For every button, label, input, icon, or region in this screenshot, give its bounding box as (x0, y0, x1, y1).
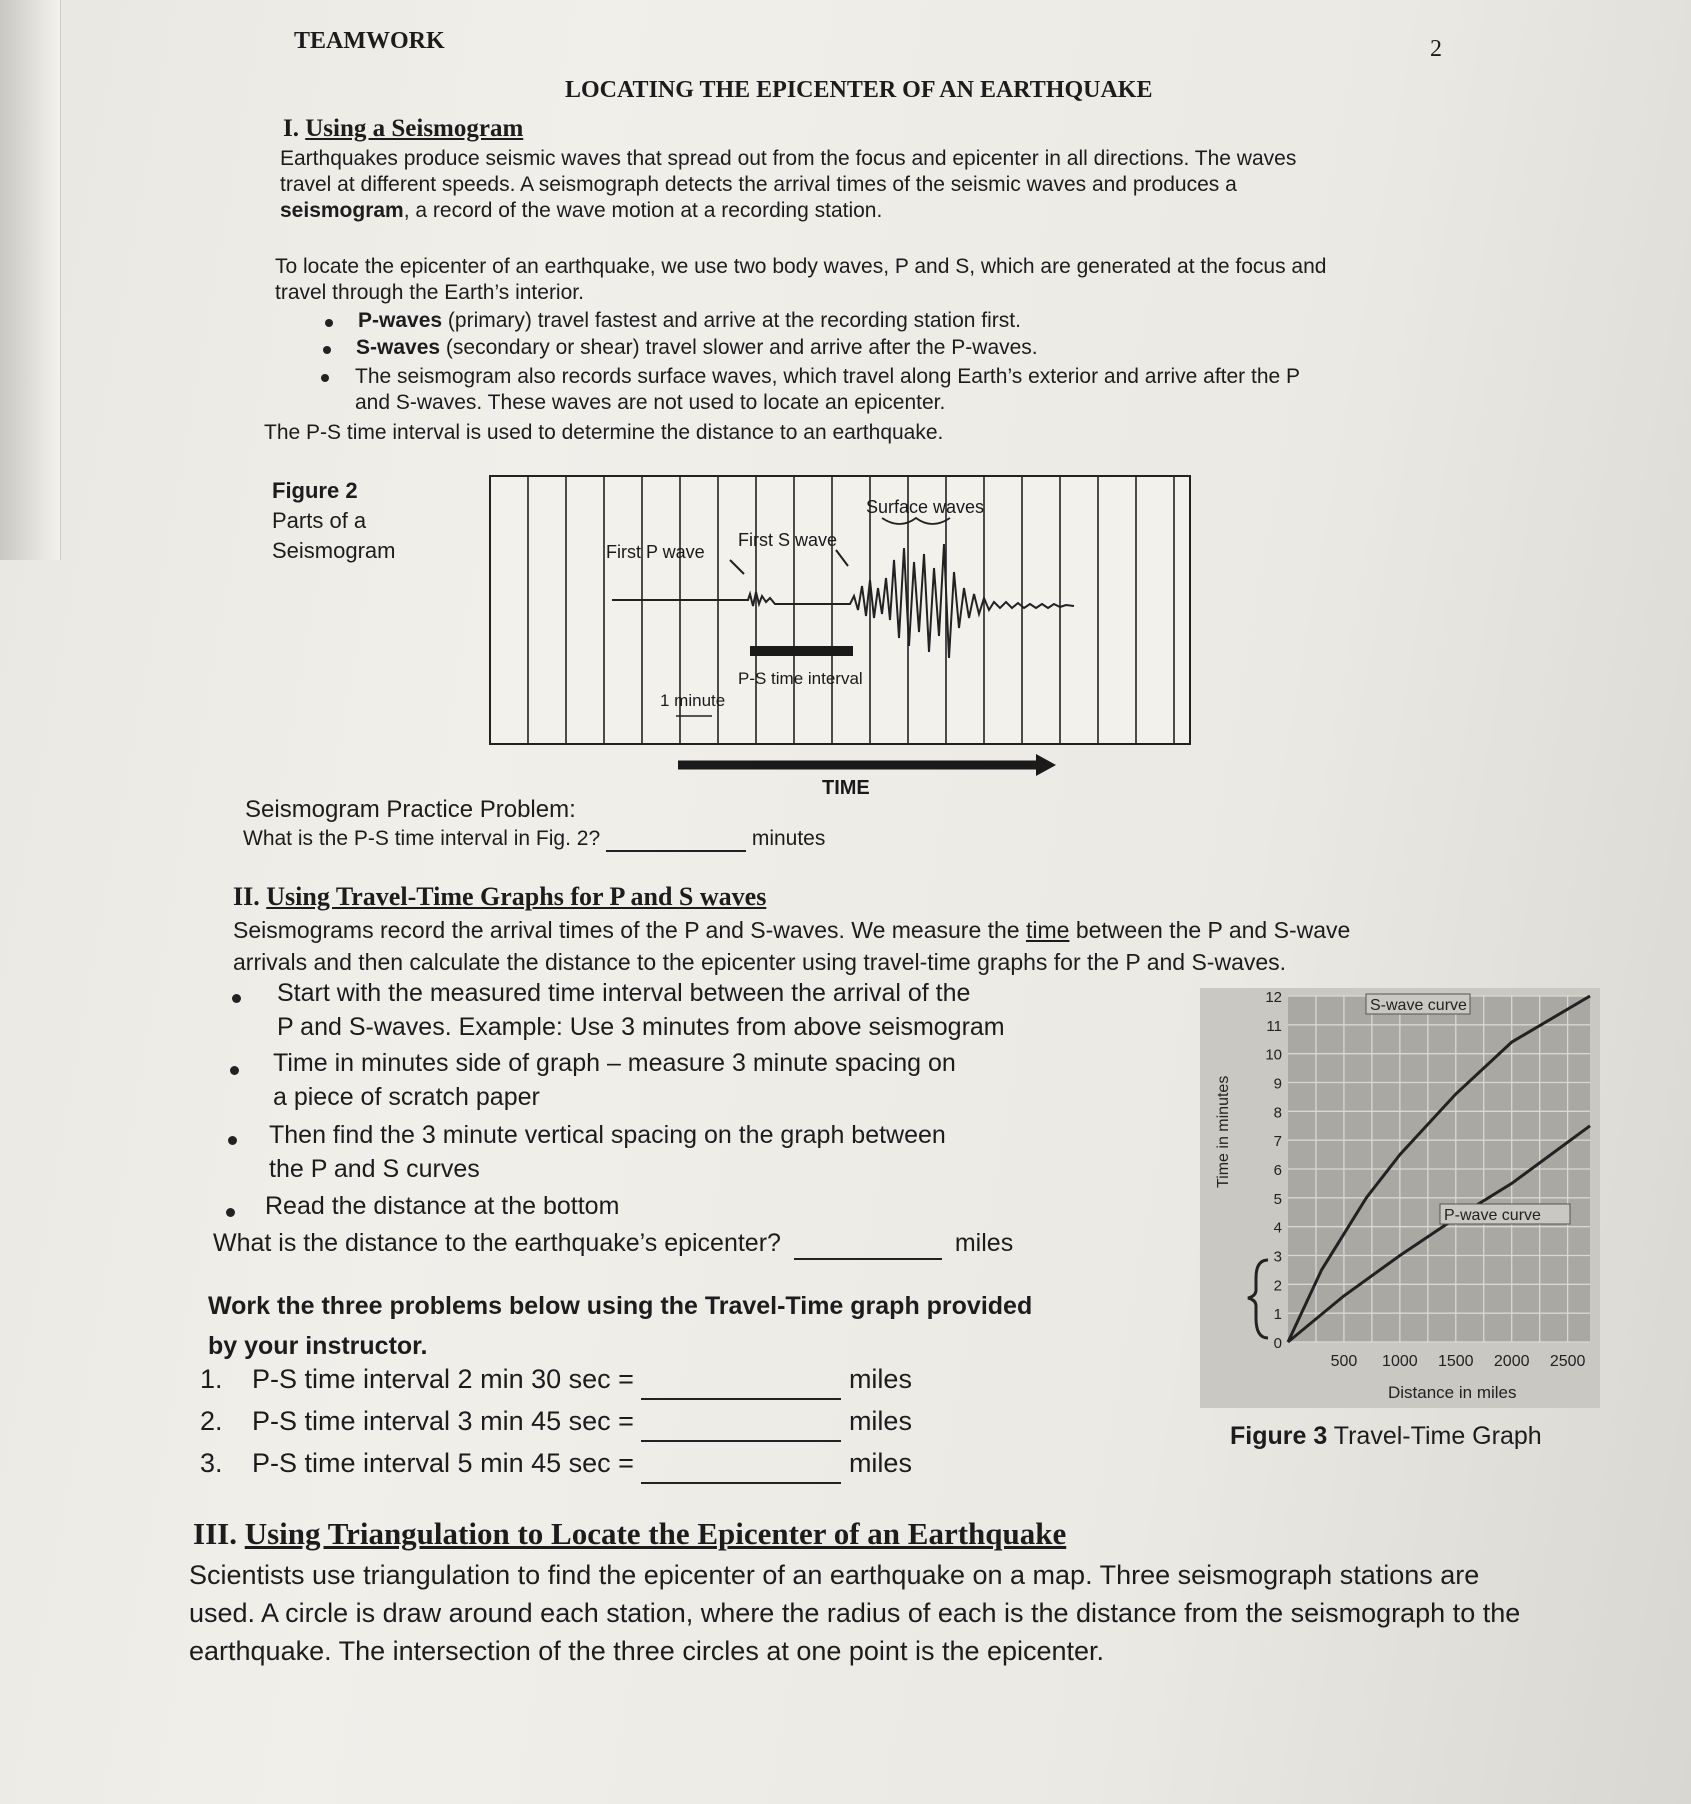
problem-1-unit: miles (848, 1364, 912, 1394)
figure3-caption-text: Travel-Time Graph (1327, 1422, 1542, 1450)
figure2-label (272, 476, 395, 566)
section3-line1: Scientists use triangulation to find the epicenter of an earthquake on a map. Three seismograph stations are (189, 1560, 1480, 1590)
para1-line2: travel at different speeds. A seismograph detects the arrival times of the seismic waves and produces a (280, 173, 1237, 196)
y-tick-label: 7 (1273, 1133, 1282, 1151)
y-tick-label: 10 (1265, 1046, 1282, 1064)
problem-1 (200, 1358, 912, 1400)
bullet-dot (232, 994, 241, 1003)
problem-3 (200, 1442, 912, 1484)
section2-para-time: time (1025, 917, 1070, 943)
page-number: 2 (1430, 36, 1442, 62)
distance-question: What is the distance to the earthquake’s epicenter? (213, 1229, 781, 1257)
x-tick-label: 1500 (1437, 1353, 1474, 1370)
bullet-pwaves (358, 308, 1021, 334)
y-tick-label: 4 (1273, 1219, 1282, 1237)
pwaves-text: (primary) travel fastest and arrive at the recording station first. (442, 309, 1021, 332)
section1-number: I. (283, 115, 299, 142)
p-wave-curve-label: P-wave curve (1444, 1207, 1541, 1224)
problem-2-text: P-S time interval 3 min 45 sec = (252, 1406, 634, 1436)
ps-sentence: The P-S time interval is used to determine the distance to an earthquake. (264, 421, 944, 444)
bullet-dot (230, 1066, 239, 1075)
work-line2: by your instructor. (208, 1332, 428, 1360)
section2-para-a: Seismograms record the arrival times of the P and S-waves. We measure the (233, 917, 1026, 943)
swaves-term: S-waves (356, 336, 441, 359)
section2-heading (233, 882, 766, 912)
travel-time-graph (1200, 988, 1600, 1428)
section1-title: Using a Seismogram (305, 115, 524, 142)
problem-1-blank[interactable] (641, 1376, 841, 1400)
section2-para (233, 914, 1350, 978)
para1-line3-rest: , a record of the wave motion at a recording station. (403, 199, 883, 222)
y-tick-label: 3 (1273, 1248, 1282, 1266)
swaves-text: (secondary or shear) travel slower and arrive after the P-waves. (440, 336, 1038, 359)
y-tick-label: 0 (1273, 1335, 1282, 1352)
bullet-dot (228, 1136, 237, 1145)
section1-para1 (280, 146, 1296, 224)
bullet-dot (321, 374, 329, 382)
s-wave-curve-label: S-wave curve (1370, 997, 1467, 1014)
section2-bullet-2-line2: a piece of scratch paper (273, 1083, 540, 1111)
time-label: TIME (822, 777, 870, 798)
pwaves-term: P-waves (358, 309, 443, 332)
first-p-wave-label: First P wave (606, 542, 705, 562)
surface-text-line2: and S-waves. These waves are not used to locate an epicenter. (355, 391, 946, 414)
y-tick-label: 5 (1273, 1190, 1282, 1208)
section1-para2 (275, 254, 1326, 306)
figure2-label-line3: Seismogram (272, 538, 396, 563)
header-teamwork: TEAMWORK (294, 28, 445, 54)
problem-2-blank[interactable] (641, 1418, 841, 1442)
distance-unit: miles (954, 1229, 1014, 1257)
practice-heading: Seismogram Practice Problem: (245, 796, 576, 823)
problem-1-text: P-S time interval 2 min 30 sec = (252, 1364, 634, 1394)
x-tick-label: 2500 (1549, 1353, 1586, 1370)
section2-title: Using Travel-Time Graphs for P and S waves (266, 882, 767, 911)
y-tick-label: 2 (1273, 1277, 1282, 1295)
section2-number: II. (233, 882, 260, 911)
bullet-dot (323, 346, 331, 354)
section2-bullet-4: Read the distance at the bottom (265, 1192, 620, 1220)
x-tick-label: 2000 (1493, 1353, 1530, 1370)
section3-title: Using Triangulation to Locate the Epicenter of an Earthquake (244, 1516, 1067, 1551)
section2-bullet-2-line1: Time in minutes side of graph – measure 3 minute spacing on (273, 1049, 956, 1077)
figure2-label-line2: Parts of a (272, 508, 367, 533)
section2-para-line2: arrivals and then calculate the distance to the epicenter using travel-time graphs for the P and S-waves. (233, 949, 1287, 975)
figure2-number: Figure 2 (272, 478, 358, 503)
x-tick-label: 1000 (1382, 1353, 1418, 1370)
figure3-caption (1230, 1422, 1542, 1451)
practice-answer-blank[interactable] (606, 828, 746, 852)
ps-interval-bar (750, 646, 853, 656)
surface-waves-label: Surface waves (866, 497, 985, 517)
section2-para-line1 (233, 914, 1350, 946)
y-tick-label: 1 (1273, 1306, 1282, 1324)
para2-line2: travel through the Earth’s interior. (275, 281, 584, 304)
para1-line3 (280, 198, 1296, 224)
y-tick-label: 9 (1273, 1075, 1282, 1093)
section3-para (189, 1556, 1520, 1670)
distance-answer-blank[interactable] (794, 1236, 942, 1260)
section3-line2: used. A circle is draw around each station, where the radius of each is the distance from the seismograph to the (189, 1598, 1521, 1628)
section1-heading (283, 115, 523, 143)
problem-3-number: 3. (200, 1448, 223, 1478)
graph-x-label: Distance in miles (1388, 1383, 1517, 1402)
bullet-swaves (356, 335, 1038, 361)
section2-bullet-2 (273, 1046, 956, 1114)
surface-text-line1: The seismogram also records surface waves, which travel along Earth’s exterior and arrive after the P (355, 365, 1301, 388)
section2-bullet-1-line1: Start with the measured time interval between the arrival of the (277, 979, 971, 1007)
work-line1: Work the three problems below using the Travel-Time graph provided (208, 1292, 1033, 1320)
problem-3-unit: miles (848, 1448, 912, 1478)
graph-y-label: Time in minutes (1215, 1075, 1232, 1188)
section2-bullet-3-line2: the P and S curves (269, 1155, 480, 1183)
y-tick-label: 8 (1273, 1104, 1282, 1122)
section3-heading (193, 1516, 1066, 1552)
problem-2-number: 2. (200, 1406, 223, 1436)
work-instructions (208, 1286, 1032, 1366)
problem-1-number: 1. (200, 1364, 223, 1394)
section3-number: III. (193, 1516, 237, 1551)
distance-question-row (213, 1226, 1013, 1260)
one-minute-label: 1 minute (660, 691, 726, 710)
bullet-dot (325, 319, 333, 327)
seismogram-frame (490, 476, 1190, 744)
bullet-dot (226, 1208, 235, 1217)
x-tick-label: 500 (1330, 1353, 1358, 1370)
para1-line1: Earthquakes produce seismic waves that spread out from the focus and epicenter in all directions. The waves (280, 147, 1297, 170)
section2-bullet-3-line1: Then find the 3 minute vertical spacing on the graph between (269, 1121, 946, 1149)
practice-question-row (243, 826, 825, 852)
section2-para-b: between the P and S-wave (1069, 917, 1351, 943)
time-arrowhead-icon (1036, 754, 1056, 776)
section2-bullet-1-line2: P and S-waves. Example: Use 3 minutes from above seismogram (277, 1013, 1005, 1041)
para2-line1: To locate the epicenter of an earthquake, we use two body waves, P and S, which are generated at the focus and (275, 255, 1327, 278)
section2-bullet-3 (269, 1118, 946, 1186)
problem-3-blank[interactable] (641, 1460, 841, 1484)
section2-bullet-1 (277, 976, 1005, 1044)
problem-list (200, 1358, 912, 1484)
y-tick-label: 6 (1273, 1162, 1282, 1179)
problem-2 (200, 1400, 912, 1442)
page-title: LOCATING THE EPICENTER OF AN EARTHQUAKE (565, 77, 1153, 103)
ps-interval-label: P-S time interval (738, 669, 863, 688)
practice-question: What is the P-S time interval in Fig. 2? (243, 827, 601, 850)
y-tick-label: 11 (1266, 1017, 1282, 1035)
y-tick-label: 12 (1265, 989, 1282, 1006)
practice-unit: minutes (751, 827, 826, 850)
seismogram-figure (480, 468, 1215, 798)
problem-2-unit: miles (848, 1406, 912, 1436)
section3-line3: earthquake. The intersection of the three circles at one point is the epicenter. (189, 1636, 1105, 1666)
figure3-number: Figure 3 (1230, 1422, 1328, 1450)
page-curl (0, 0, 61, 560)
first-s-wave-label: First S wave (738, 530, 838, 550)
problem-3-text: P-S time interval 5 min 45 sec = (252, 1448, 634, 1478)
bullet-surface (355, 364, 1300, 416)
seismogram-term: seismogram (280, 199, 404, 222)
